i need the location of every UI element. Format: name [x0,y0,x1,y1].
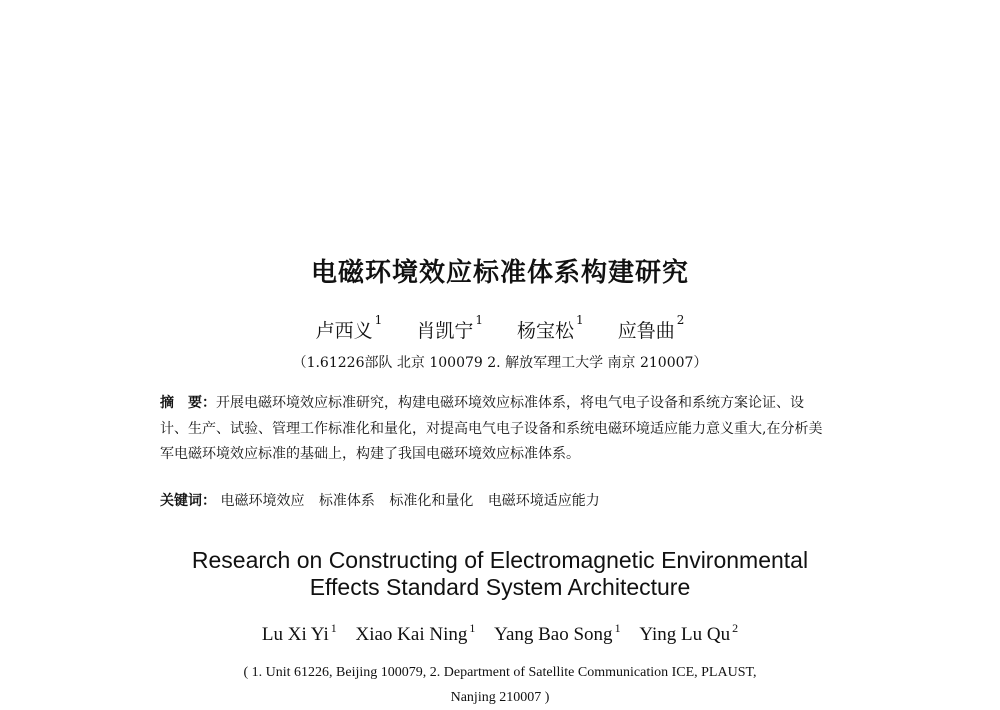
keyword: 标准体系 [318,493,375,509]
abstract-zh [160,391,828,468]
author-en [494,621,621,645]
keyword: 电磁环境效应 [220,493,305,509]
author-name: Lu Xi Yi [261,624,329,645]
author-en [639,621,739,645]
author-list-zh [0,313,1000,343]
author-name: Yang Bao Song [494,624,613,645]
affiliation-en-line: Nanjing 210007 ) [450,690,550,705]
paper-title-en [0,547,1000,601]
author-en [261,621,337,645]
keywords-label: 关键词： [160,493,216,509]
title-en-line: Effects Standard System Architecture [309,574,691,600]
affiliation-marker: 1 [469,621,476,635]
author-zh [617,313,685,342]
paper-title-zh: 电磁环境效应标准体系构建研究 [310,258,689,288]
affiliation-zh: （1.61226部队 北京 100079 2. 解放军理工大学 南京 210007） [292,355,708,371]
title-en-line: Research on Constructing of Electromagnetic Environmental [191,547,809,573]
affiliation-en-line: ( 1. Unit 61226, Beijing 100079, 2. Department of Satellite Communication ICE, PLAUST, [243,665,757,680]
author-name: 应鲁曲 [617,320,675,342]
author-name: 卢西义 [315,320,373,342]
affiliation-marker: 1 [374,313,383,327]
keyword: 电磁环境适应能力 [487,493,600,509]
author-zh [315,313,383,342]
affiliation-marker: 1 [576,313,584,327]
keyword: 标准化和量化 [389,493,474,509]
author-list-en [0,621,1000,646]
affiliation-marker: 1 [614,621,621,635]
keywords-zh [160,490,828,510]
affiliation-marker: 2 [676,313,685,327]
author-name: Xiao Kai Ning [355,624,468,645]
author-name: Ying Lu Qu [639,624,731,645]
affiliation-marker: 1 [330,621,337,635]
author-en [355,621,476,645]
author-name: 肖凯宁 [416,320,474,342]
abstract-text: 开展电磁环境效应标准研究，构建电磁环境效应标准体系，将电气电子设备和系统方案论证、设计、生产、试验、管理工作标准化和量化，对提高电气电子设备和系统电磁环境适应能力意义重大,在分析美军电磁环境效应标准的基础上，构建了我国电磁环境效应标准体系。 [160,395,823,462]
author-name: 杨宝松 [517,320,575,342]
affiliation-marker: 2 [732,621,739,635]
author-zh [416,313,483,342]
author-zh [517,313,584,342]
abstract-label: 摘 要： [160,395,216,411]
affiliation-marker: 1 [475,313,483,327]
